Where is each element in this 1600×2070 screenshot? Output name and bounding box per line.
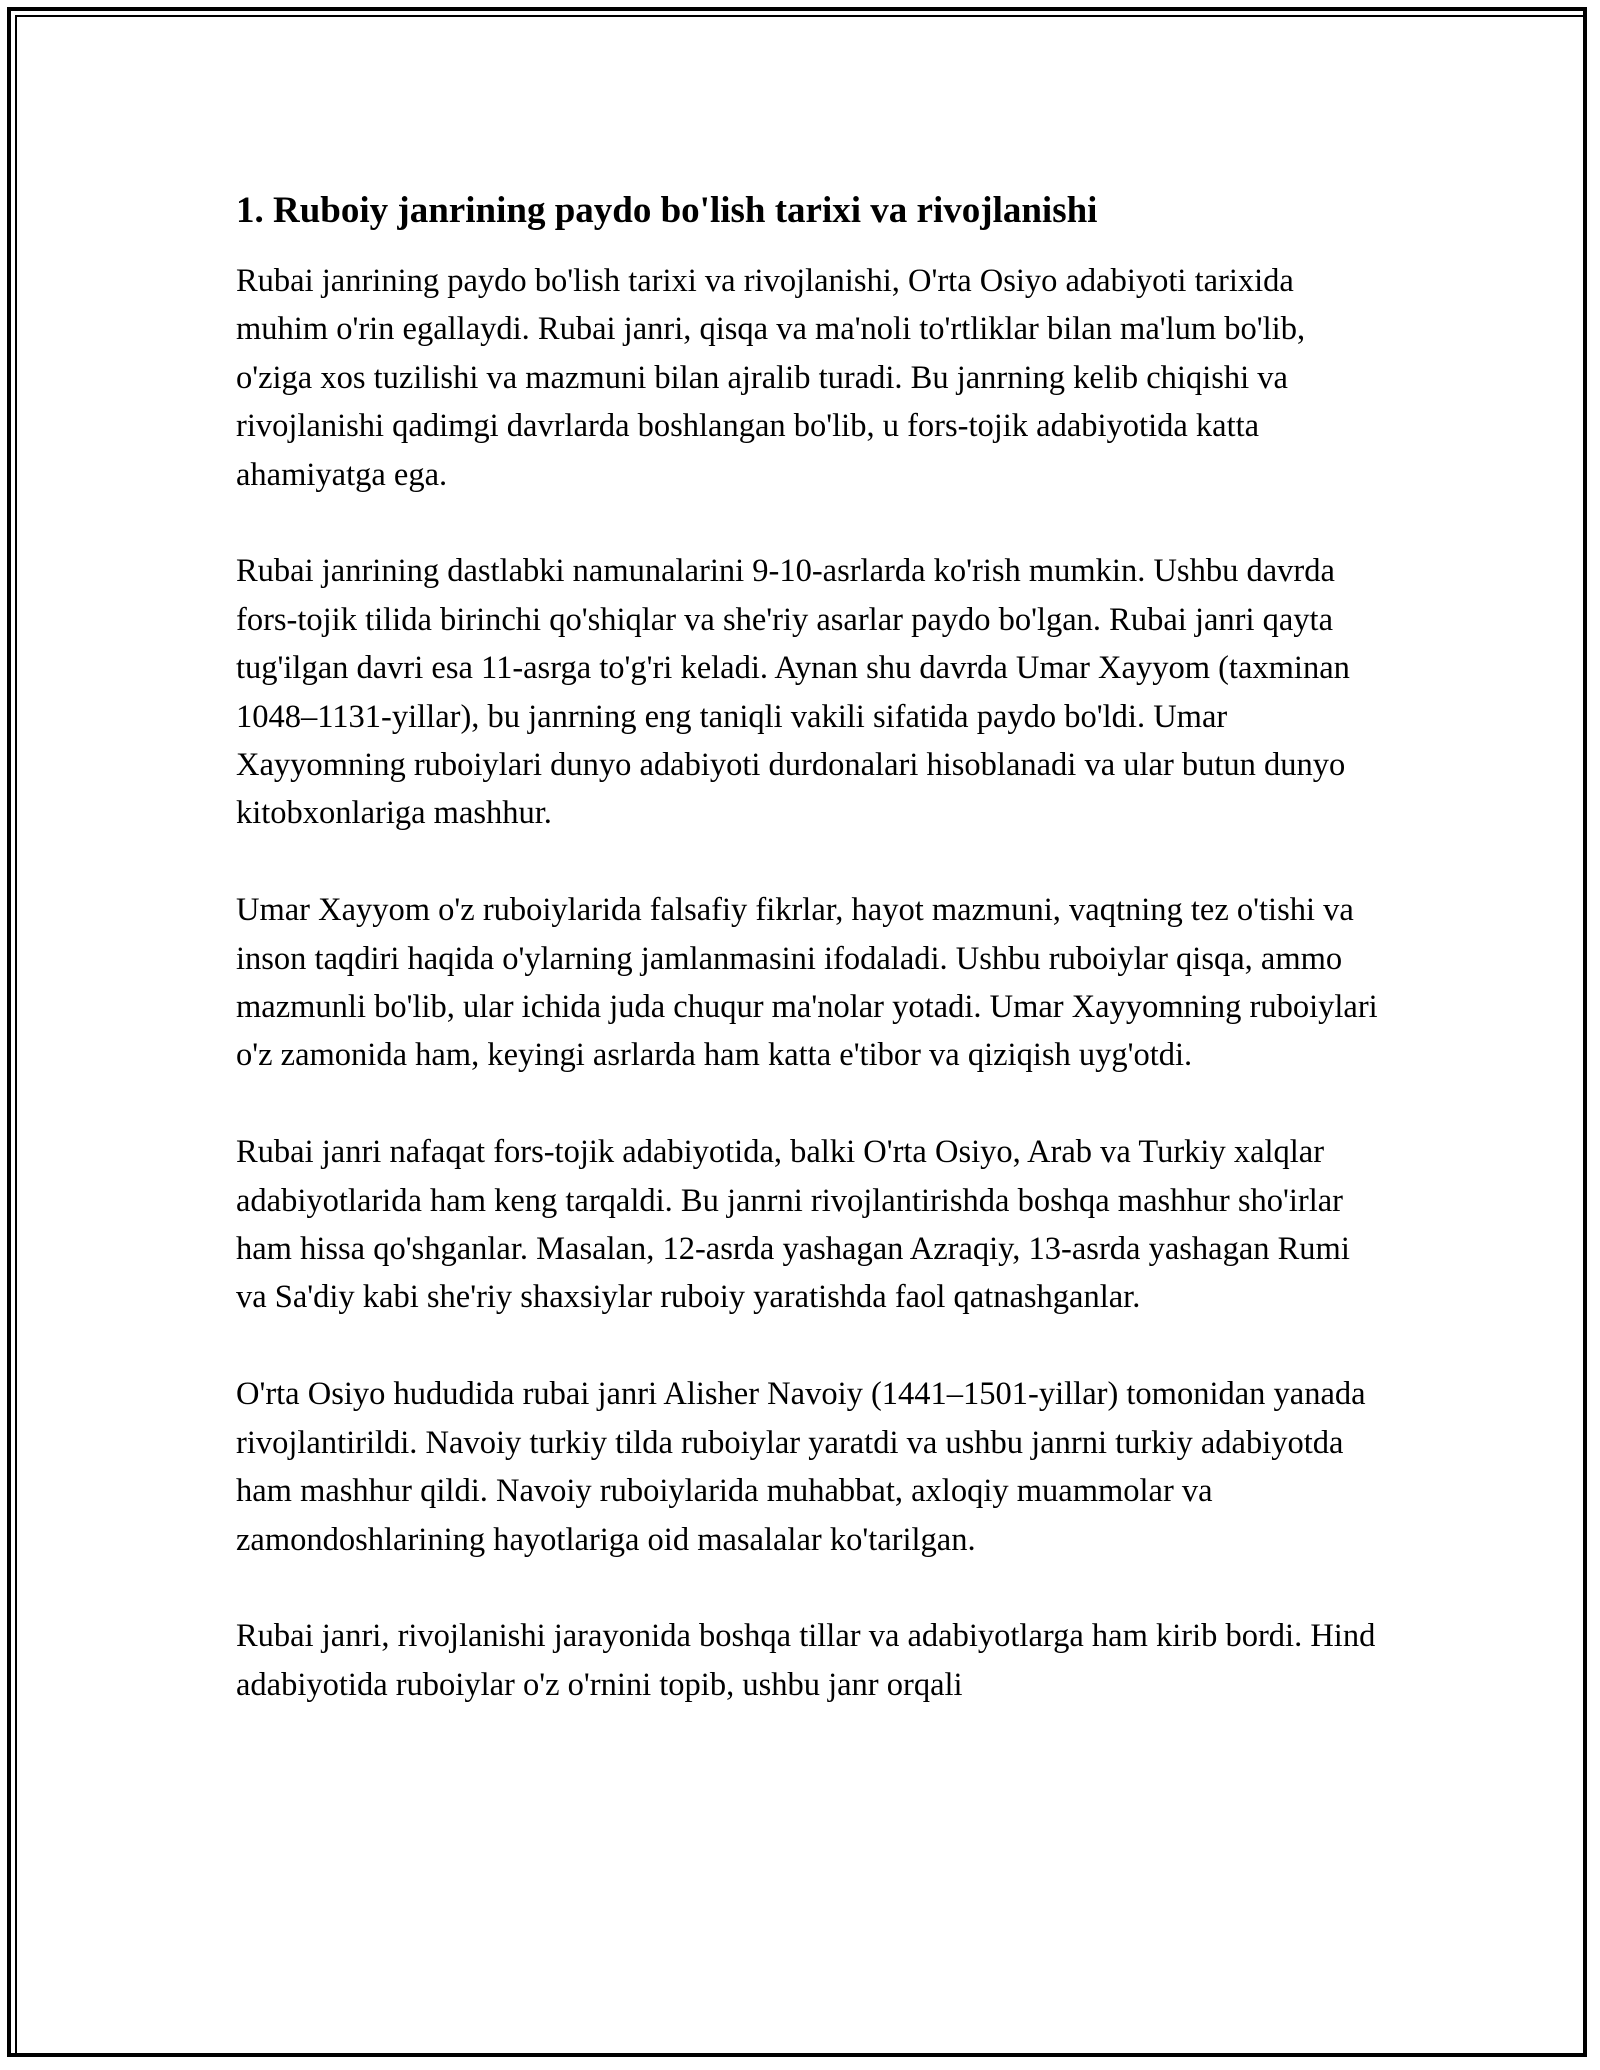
section-heading: 1. Ruboiy janrining paydo bo'lish tarixi va rivojlanishi (236, 190, 1098, 231)
paragraph-5: O'rta Osiyo hududida rubai janri Alisher Navoiy (1441–1501-yillar) tomonidan yanada rivojlantirildi. Navoiy turkiy tilda ruboiylar yaratdi va ushbu janrni turkiy adabiyotda ham mashhur qildi. Navoiy ruboiylarida muhabbat, axloqiy muammolar va zamondoshlarining hayotlariga oid masalalar ko'tarilgan. (236, 1376, 1366, 1558)
paragraph-1: Rubai janrining paydo bo'lish tarixi va rivojlanishi, O'rta Osiyo adabiyoti tarixida muhim o'rin egallaydi. Rubai janri, qisqa va ma'noli to'rtliklar bilan ma'lum bo'lib, o'ziga xos tuzilishi va mazmuni bilan ajralib turadi. Bu janrning kelib chiqishi va rivojlanishi qadimgi davrlarda boshlangan bo'lib, u fors-tojik adabiyotida katta ahamiyatga ega. (236, 263, 1306, 493)
document-body (236, 185, 1386, 1758)
paragraph-2: Rubai janrining dastlabki namunalarini 9-10-asrlarda ko'rish mumkin. Ushbu davrda fors-tojik tilida birinchi qo'shiqlar va she'riy asarlar paydo bo'lgan. Rubai janri qayta tug'ilgan davri esa 11-asrga to'g'ri keladi. Aynan shu davrda Umar Xayyom (taxminan 1048–1131-yillar), bu janrning eng taniqli vakili sifatida paydo bo'ldi. Umar Xayyomning ruboiylari dunyo adabiyoti durdonalari hisoblanadi va ular butun dunyo kitobxonlariga mashhur. (236, 553, 1350, 832)
paragraph-4: Rubai janri nafaqat fors-tojik adabiyotida, balki O'rta Osiyo, Arab va Turkiy xalqlar adabiyotlarida ham keng tarqaldi. Bu janrni rivojlantirishda boshqa mashhur sho'irlar ham hissa qo'shganlar. Masalan, 12-asrda yashagan Azraqiy, 13-asrda yashagan Rumi va Sa'diy kabi she'riy shaxsiylar ruboiy yaratishda faol qatnashganlar. (236, 1134, 1350, 1316)
paragraph-6: Rubai janri, rivojlanishi jarayonida boshqa tillar va adabiyotlarga ham kirib bordi. Hind adabiyotida ruboiylar o'z o'rnini topib, ushbu janr orqali (236, 1618, 1376, 1703)
paragraph-3: Umar Xayyom o'z ruboiylarida falsafiy fikrlar, hayot mazmuni, vaqtning tez o'tishi va inson taqdiri haqida o'ylarning jamlanmasini ifodaladi. Ushbu ruboiylar qisqa, ammo mazmunli bo'lib, ular ichida juda chuqur ma'nolar yotadi. Umar Xayyomning ruboiylari o'z zamonida ham, keyingi asrlarda ham katta e'tibor va qiziqish uyg'otdi. (236, 892, 1378, 1074)
